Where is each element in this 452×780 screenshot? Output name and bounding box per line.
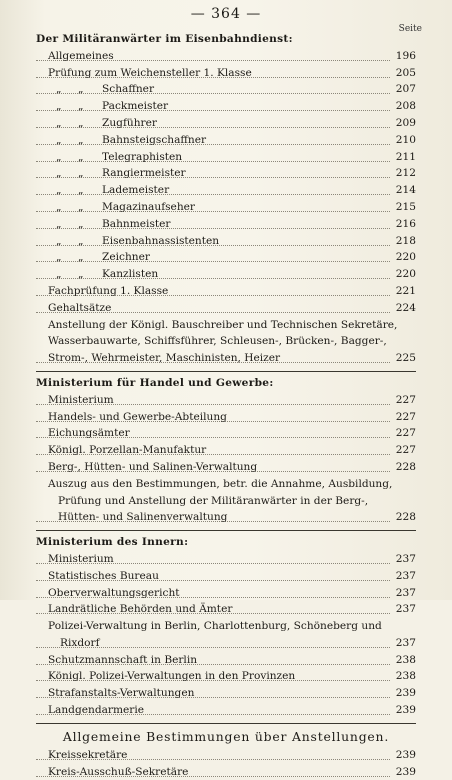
ditto-mark: „ (78, 133, 84, 146)
toc-entry-page: 215 (395, 200, 416, 213)
ditto-mark: „ (78, 100, 84, 113)
toc-entry: Hütten- und Salinenverwaltung 228 (36, 509, 416, 526)
ditto-mark: „ (78, 234, 84, 247)
toc-entry-page: 239 (395, 748, 416, 761)
toc-entry-title: Lademeister (102, 184, 170, 197)
ditto-mark: „ (78, 184, 84, 197)
toc-entry-page: 237 (395, 586, 416, 599)
toc-entry: Rixdorf 237 (36, 635, 416, 652)
toc-entry (36, 425, 416, 442)
toc-entry-title: Königl. Polizei-Verwaltungen in den Provinzen (48, 670, 296, 683)
ditto-mark: „ (78, 150, 84, 163)
toc-entry (36, 459, 416, 476)
toc-entry-page: 218 (395, 234, 416, 247)
toc-entry (36, 685, 416, 702)
toc-entry: Auszug aus den Bestimmungen, betr. die Annahme, Ausbildung, (48, 477, 393, 490)
toc-entry-title: Kreissekretäre (48, 748, 128, 761)
toc-entry (36, 165, 416, 182)
toc-list (36, 392, 416, 476)
toc-entry (36, 199, 416, 216)
toc-entry (36, 764, 416, 780)
toc-entry-title: Königl. Porzellan-Manufaktur (48, 444, 207, 457)
toc-entry: Gehaltsätze 224 (36, 300, 416, 317)
toc-entry-page: 239 (395, 687, 416, 700)
toc-entry-title: Kreis-Ausschuß-Sekretäre (48, 765, 189, 778)
ditto-mark: „ (56, 251, 62, 264)
toc-entry-title: Zeichner (102, 251, 150, 264)
toc-entry-title: Kanzlisten (102, 268, 159, 281)
toc-entry-page: 227 (395, 410, 416, 423)
ditto-mark: „ (56, 268, 62, 281)
toc-entry (36, 149, 416, 166)
table-of-contents (36, 31, 416, 780)
toc-list (36, 747, 416, 780)
toc-entry (36, 98, 416, 115)
toc-entry (36, 216, 416, 233)
ditto-mark: „ (56, 184, 62, 197)
toc-entry-title: Statistisches Bureau (48, 569, 159, 582)
ditto-mark: „ (56, 217, 62, 230)
ditto-mark: „ (56, 150, 62, 163)
toc-entry: Allgemeines 196 (36, 48, 416, 65)
toc-entry-page: 212 (395, 167, 416, 180)
divider (36, 723, 416, 724)
toc-entry (36, 568, 416, 585)
toc-entry: Wasserbauwarte, Schiffsführer, Schleusen-, Brücken-, Bagger-, (48, 335, 387, 348)
ditto-mark: „ (78, 167, 84, 180)
toc-entry-page: 207 (395, 83, 416, 96)
toc-entry: Prüfung und Anstellung der Militäranwärter in der Berg-, (58, 494, 369, 507)
ditto-mark: „ (78, 268, 84, 281)
toc-entry-title: Landgendarmerie (48, 704, 145, 717)
ditto-mark: „ (56, 167, 62, 180)
toc-entry-title: Eisenbahnassistenten (102, 234, 220, 247)
toc-entry (36, 702, 416, 719)
toc-entry-page: 237 (395, 569, 416, 582)
toc-entry-title: Magazinaufseher (102, 200, 195, 213)
toc-entry-title: Bahnsteigschaffner (102, 133, 207, 146)
ditto-mark: „ (56, 116, 62, 129)
ditto-mark: „ (78, 200, 84, 213)
divider (36, 530, 416, 531)
toc-entry (36, 601, 416, 618)
toc-entry-page: 237 (395, 603, 416, 616)
toc-entry (36, 652, 416, 669)
divider (36, 371, 416, 372)
toc-entry-page: 227 (395, 427, 416, 440)
section-heading: Ministerium für Handel und Gewerbe: (36, 376, 274, 389)
toc-entry-title: Zugführer (102, 116, 157, 129)
toc-entry-page: 239 (395, 704, 416, 717)
section-heading: Ministerium des Innern: (36, 536, 189, 549)
toc-entry (36, 182, 416, 199)
toc-entry (36, 249, 416, 266)
toc-entry: Prüfung zum Weichensteller 1. Klasse 205 (36, 65, 416, 82)
toc-entry-page: 238 (395, 653, 416, 666)
toc-entry (36, 233, 416, 250)
toc-entry: Polizei-Verwaltung in Berlin, Charlottenburg, Schöneberg und (48, 620, 382, 633)
ditto-mark: „ (56, 83, 62, 96)
toc-sublist (36, 81, 416, 283)
ditto-mark: „ (56, 200, 62, 213)
toc-entry-page: 227 (395, 393, 416, 406)
section-heading: Der Militäranwärter im Eisenbahndienst: (36, 33, 293, 45)
toc-entry-title: Landrätliche Behörden und Ämter (48, 603, 233, 616)
toc-entry: Anstellung der Königl. Bauschreiber und Technischen Sekretäre, (48, 318, 398, 331)
toc-entry-page: 239 (395, 765, 416, 778)
toc-entry-title: Schaffner (102, 83, 155, 96)
toc-entry-page: 214 (395, 184, 416, 197)
toc-list (36, 551, 416, 618)
toc-entry-title: Ministerium (48, 552, 114, 565)
toc-entry-title: Rangiermeister (102, 167, 186, 180)
ditto-mark: „ (56, 100, 62, 113)
toc-entry-title: Oberverwaltungsgericht (48, 586, 180, 599)
toc-entry-page: 220 (395, 251, 416, 264)
toc-entry-page: 211 (395, 150, 416, 163)
toc-entry-page: 216 (395, 217, 416, 230)
toc-entry-title: Ministerium (48, 393, 114, 406)
toc-entry-page: 210 (395, 133, 416, 146)
toc-entry (36, 747, 416, 764)
toc-entry-title: Handels- und Gewerbe-Abteilung (48, 410, 227, 423)
page-column-label: Seite (398, 24, 422, 34)
ditto-mark: „ (56, 234, 62, 247)
toc-entry-title: Strafanstalts-Verwaltungen (48, 687, 195, 700)
ditto-mark: „ (78, 251, 84, 264)
toc-entry (36, 392, 416, 409)
toc-entry (36, 442, 416, 459)
toc-entry (36, 585, 416, 602)
toc-list (36, 652, 416, 719)
toc-entry: Strom-, Wehrmeister, Maschinisten, Heizer 225 (36, 350, 416, 367)
toc-entry (36, 81, 416, 98)
toc-entry-page: 220 (395, 268, 416, 281)
section-heading: Allgemeine Bestimmungen über Anstellungen. (62, 728, 390, 744)
ditto-mark: „ (78, 217, 84, 230)
toc-entry-title: Telegraphisten (102, 150, 183, 163)
ditto-mark: „ (56, 133, 62, 146)
ditto-mark: „ (78, 83, 84, 96)
toc-entry: Fachprüfung 1. Klasse 221 (36, 283, 416, 300)
toc-entry-page: 228 (395, 460, 416, 473)
toc-entry (36, 668, 416, 685)
page-number: — 364 — (190, 6, 262, 22)
toc-entry-title: Bahnmeister (102, 217, 171, 230)
toc-entry-title: Eichungsämter (48, 427, 130, 440)
toc-entry-page: 238 (395, 670, 416, 683)
toc-entry-title: Packmeister (102, 100, 169, 113)
toc-entry-title: Berg-, Hütten- und Salinen-Verwaltung (48, 460, 258, 473)
toc-entry (36, 551, 416, 568)
ditto-mark: „ (78, 116, 84, 129)
toc-entry (36, 409, 416, 426)
toc-entry (36, 132, 416, 149)
toc-entry (36, 266, 416, 283)
toc-entry-page: 209 (395, 116, 416, 129)
toc-entry-title: Schutzmannschaft in Berlin (48, 653, 198, 666)
toc-entry-page: 208 (395, 100, 416, 113)
toc-entry (36, 115, 416, 132)
toc-entry-page: 237 (395, 552, 416, 565)
toc-entry-page: 227 (395, 444, 416, 457)
